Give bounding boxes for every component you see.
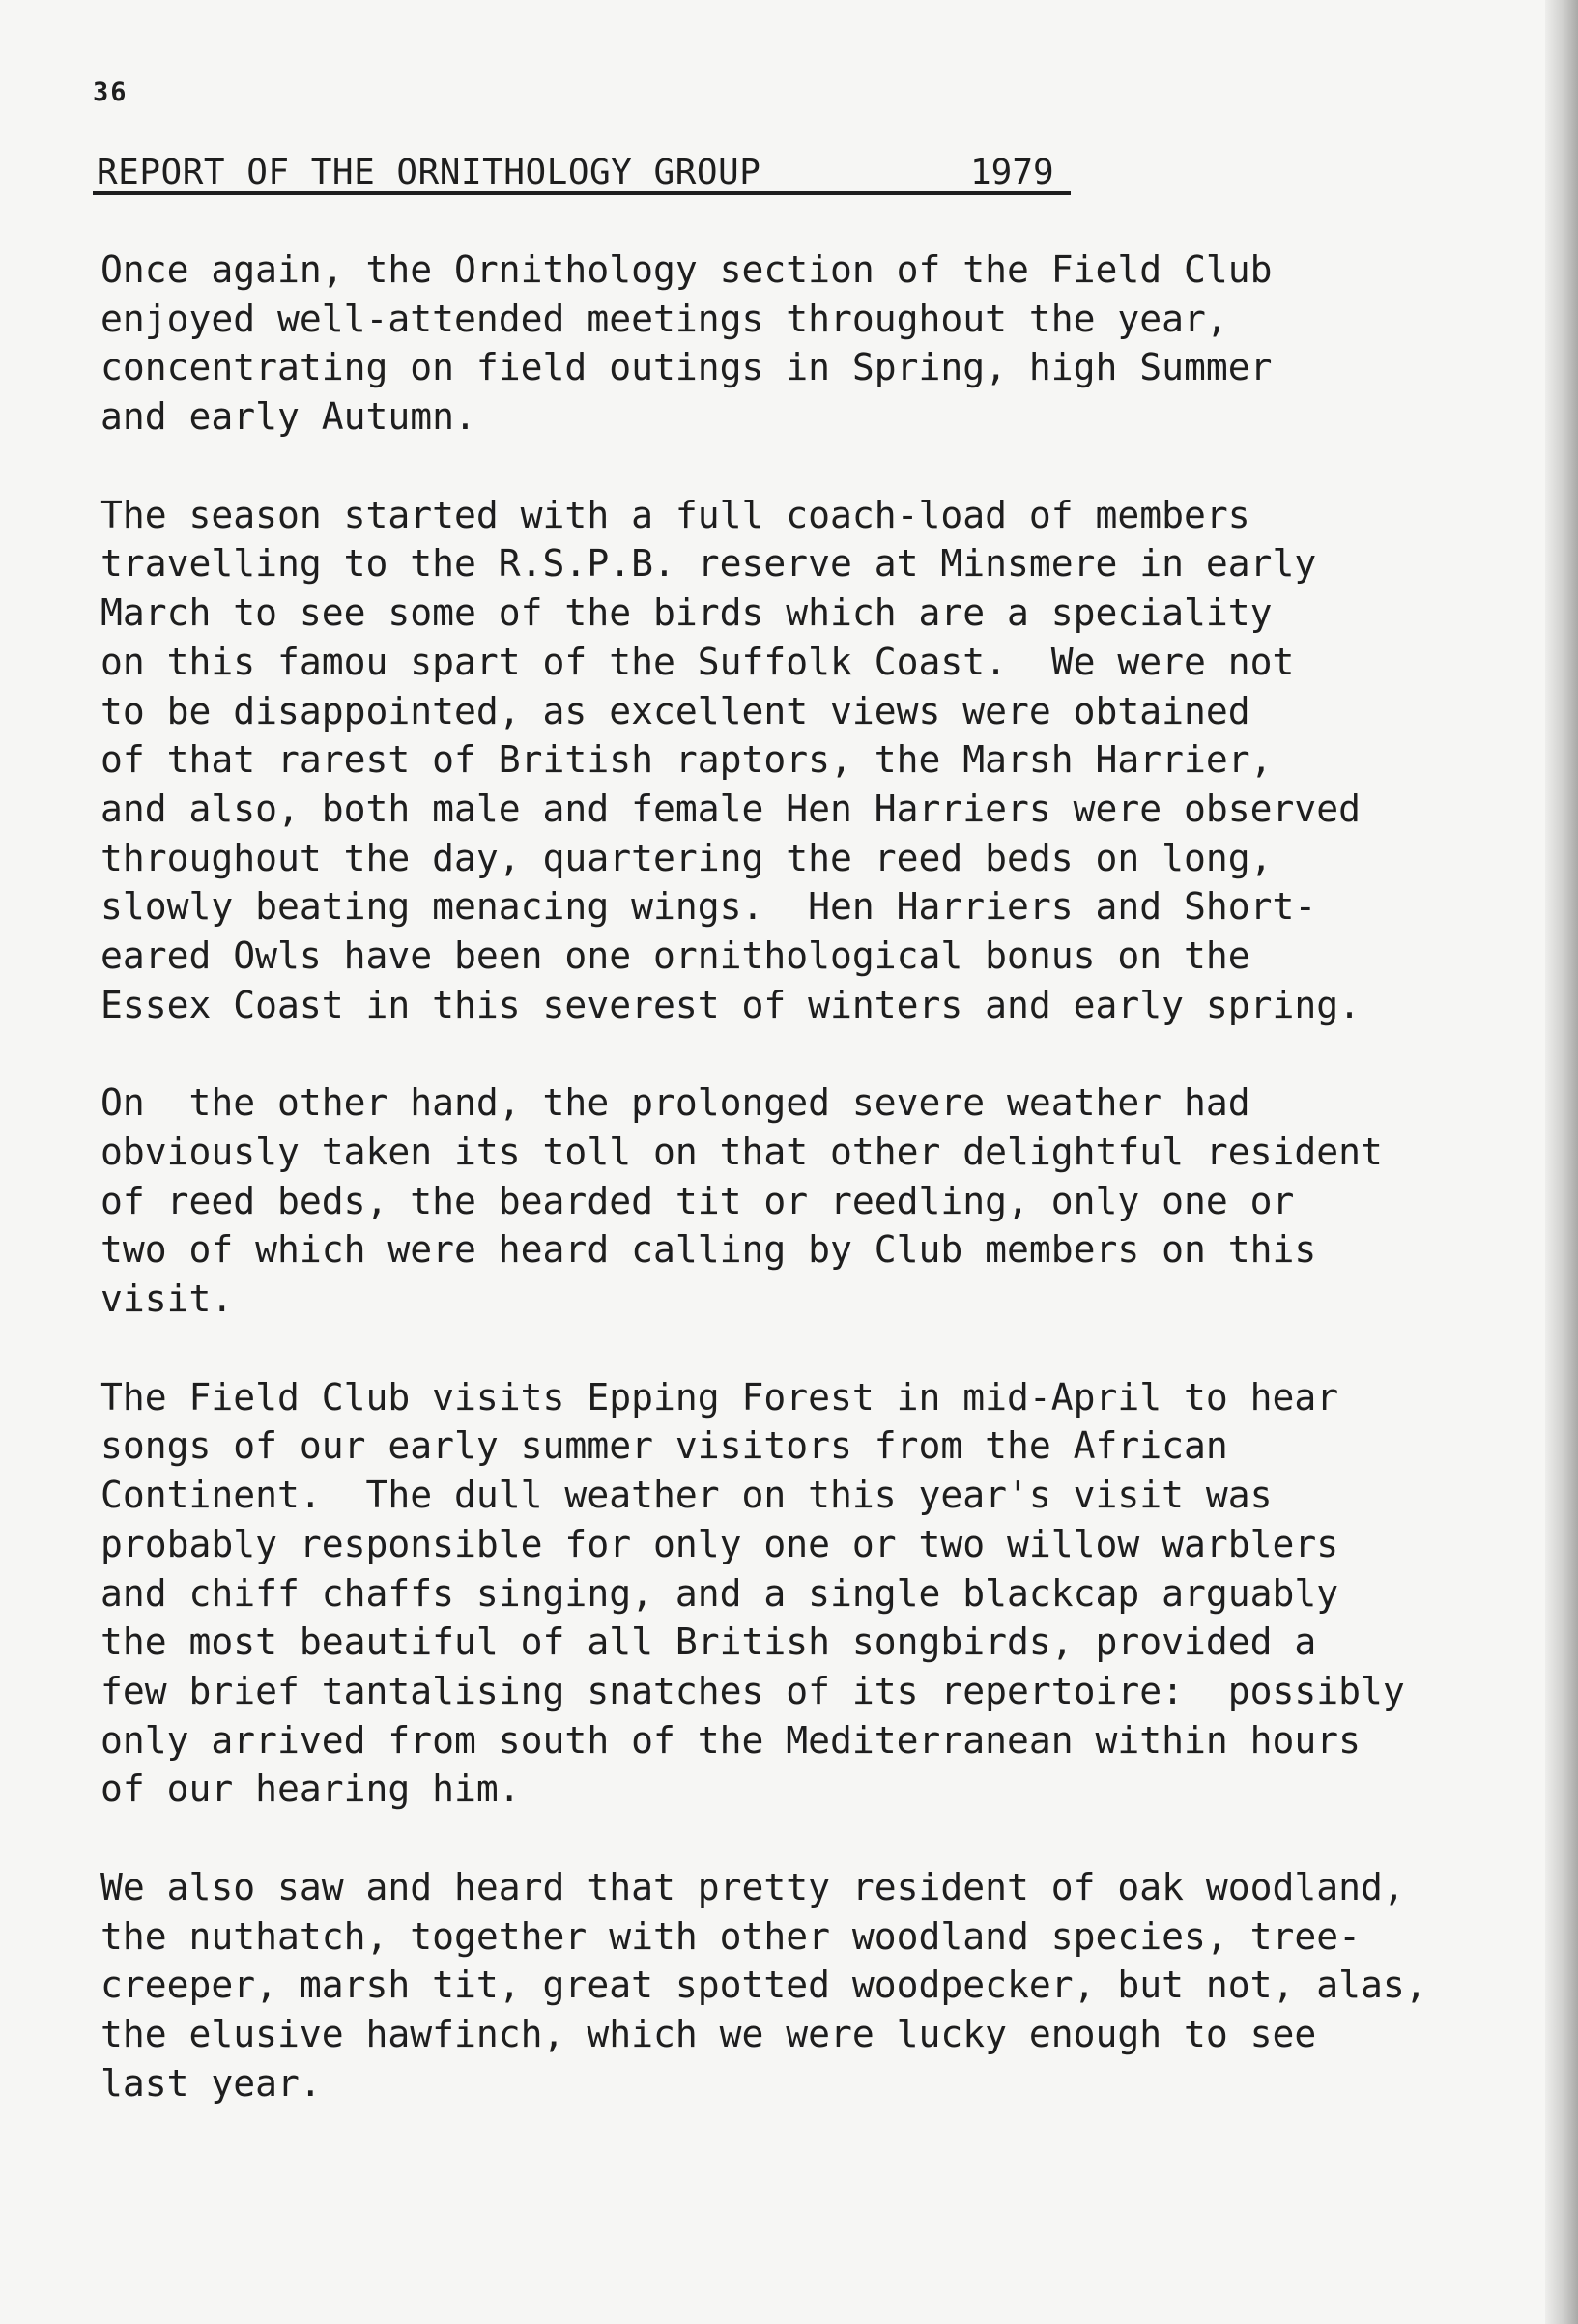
text-line: The Field Club visits Epping Forest in mid-April to hear xyxy=(100,1375,1339,1419)
text-line: two of which were heard calling by Club members on this xyxy=(100,1228,1317,1272)
text-line: The season started with a full coach-load of members xyxy=(100,493,1250,536)
text-line: the elusive hawfinch, which we were lucky enough to see xyxy=(100,2013,1317,2055)
paragraph-woodland xyxy=(100,1863,1550,2108)
text-line: of that rarest of British raptors, the Marsh Harrier, xyxy=(100,738,1273,782)
text-line: the nuthatch, together with other woodland species, tree- xyxy=(100,1914,1362,1958)
text-line: of our hearing him. xyxy=(100,1767,521,1811)
text-line: concentrating on field outings in Spring, high Summer xyxy=(100,346,1273,389)
text-line: and also, both male and female Hen Harriers were observed xyxy=(100,787,1362,830)
text-line: eared Owls have been one ornithological bonus on the xyxy=(100,933,1250,977)
paragraph-minsmere xyxy=(100,491,1550,1030)
text-line: and early Autumn. xyxy=(100,395,476,439)
text-line: Once again, the Ornithology section of the Field Club xyxy=(100,248,1273,291)
text-line: visit. xyxy=(100,1277,234,1321)
text-line: travelling to the R.S.P.B. reserve at Minsmere in early xyxy=(100,542,1317,586)
text-line: throughout the day, quartering the reed beds on long, xyxy=(100,836,1273,879)
text-line: creeper, marsh tit, great spotted woodpecker, but not, alas, xyxy=(100,1964,1427,2007)
text-line: March to see some of the birds which are a speciality xyxy=(100,591,1273,635)
text-line: probably responsible for only one or two willow warblers xyxy=(100,1522,1339,1565)
text-line: Continent. The dull weather on this year's visit was xyxy=(100,1474,1273,1517)
text-line: and chiff chaffs singing, and a single blackcap arguably xyxy=(100,1571,1339,1615)
page-edge-shadow xyxy=(1545,0,1578,2324)
text-line: slowly beating menacing wings. Hen Harriers and Short- xyxy=(100,885,1317,929)
text-line: of reed beds, the bearded tit or reedling, only one or xyxy=(100,1179,1295,1222)
text-line: the most beautiful of all British songbirds, provided a xyxy=(100,1621,1317,1664)
text-line: last year. xyxy=(100,2061,322,2105)
text-line: obviously taken its toll on that other delightful resident xyxy=(100,1131,1383,1173)
text-line: Essex Coast in this severest of winters and early spring. xyxy=(100,983,1362,1026)
text-line: We also saw and heard that pretty resident of oak woodland, xyxy=(100,1865,1405,1908)
paragraph-epping-forest xyxy=(100,1373,1550,1814)
paragraph-intro xyxy=(100,245,1550,442)
text-line: enjoyed well-attended meetings throughout the year, xyxy=(100,297,1228,340)
report-year: 1979 xyxy=(970,153,1054,192)
text-line: only arrived from south of the Mediterranean within hours xyxy=(100,1718,1362,1762)
paragraph-bearded-tit xyxy=(100,1078,1550,1323)
report-body xyxy=(100,245,1550,2157)
text-line: few brief tantalising snatches of its repertoire: possibly xyxy=(100,1669,1405,1712)
report-header xyxy=(93,145,1071,195)
text-line: On the other hand, the prolonged severe weather had xyxy=(100,1081,1250,1125)
text-line: songs of our early summer visitors from the African xyxy=(100,1424,1228,1468)
text-line: on this famou spart of the Suffolk Coast. We were not xyxy=(100,640,1295,683)
report-title: REPORT OF THE ORNITHOLOGY GROUP xyxy=(97,153,761,192)
text-line: to be disappointed, as excellent views were obtained xyxy=(100,689,1250,732)
page-number: 36 xyxy=(93,77,129,107)
